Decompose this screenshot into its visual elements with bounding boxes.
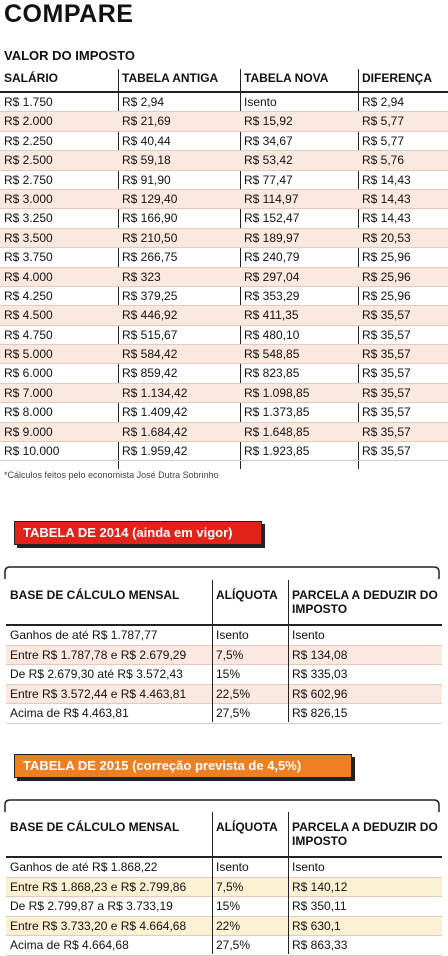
banner-2014: TABELA DE 2014 (ainda em vigor) — [14, 521, 262, 545]
table-header-row — [6, 812, 442, 858]
table-cell: R$ 3.250 — [4, 211, 53, 226]
table-header-row — [6, 580, 442, 626]
table-cell: R$ 1.409,42 — [122, 405, 188, 420]
table-cell: 7,5% — [212, 646, 288, 666]
row-separator — [6, 955, 442, 956]
table-cell: R$ 3.000 — [0, 190, 118, 209]
column-divider — [212, 812, 213, 954]
table-cell: R$ 35,57 — [358, 423, 448, 442]
table-cell: R$ 1.098,85 — [240, 384, 358, 403]
row-separator — [0, 460, 448, 461]
table-cell: R$ 3.750 — [4, 250, 53, 265]
table-cell: R$ 1.648,85 — [240, 423, 358, 442]
table-cell: R$ 25,96 — [362, 250, 411, 265]
header-salario: SALÁRIO — [4, 71, 58, 85]
table-row — [6, 858, 442, 878]
table-cell: R$ 1.373,85 — [244, 405, 310, 420]
table-cell: Entre R$ 3.733,20 e R$ 4.664,68 — [6, 917, 212, 937]
table-cell: R$ 266,75 — [122, 250, 178, 265]
table-row — [0, 287, 448, 306]
header-parcela: PARCELA A DEDUZIR DO IMPOSTO — [292, 820, 438, 848]
table-cell: R$ 35,57 — [362, 366, 411, 381]
column-divider — [288, 812, 289, 954]
header-base: BASE DE CÁLCULO MENSAL — [10, 820, 180, 834]
table-cell: R$ 10.000 — [4, 444, 60, 459]
table-cell: R$ 134,08 — [288, 646, 442, 666]
table-cell: R$ 5,77 — [358, 112, 448, 131]
table-cell: Ganhos de até R$ 1.868,22 — [10, 860, 158, 874]
table-cell: R$ 4.500 — [0, 306, 118, 325]
table-cell: Isento — [292, 860, 325, 874]
table-cell: 22% — [212, 917, 288, 937]
bracket-frame — [4, 799, 440, 811]
table-cell: R$ 77,47 — [244, 172, 293, 187]
table-cell: R$ 863,33 — [292, 938, 348, 952]
table-row — [6, 878, 442, 898]
table-row — [0, 345, 448, 364]
table-row — [6, 665, 442, 685]
table-cell: R$ 584,42 — [118, 345, 240, 364]
table-cell: R$ 91,90 — [122, 172, 171, 187]
table-cell: Entre R$ 1.868,23 e R$ 2.799,86 — [6, 878, 212, 898]
table-cell: 15% — [216, 667, 241, 681]
table-cell: De R$ 2.679,30 até R$ 3.572,43 — [10, 667, 183, 681]
table-cell: R$ 602,96 — [288, 685, 442, 705]
table-cell: R$ 1.134,42 — [118, 384, 240, 403]
table-cell: Acima de R$ 4.463,81 — [10, 706, 129, 720]
header-diferenca: DIFERENÇA — [362, 71, 433, 85]
footnote: *Cálculos feitos pelo economista José Dutra Sobrinho — [4, 470, 219, 480]
table-cell: R$ 35,57 — [362, 405, 411, 420]
table-cell: R$ 34,67 — [244, 133, 293, 148]
table-cell: R$ 5,76 — [358, 151, 448, 170]
table-row — [0, 93, 448, 112]
table-2014 — [6, 580, 442, 724]
table-cell: R$ 9.000 — [0, 423, 118, 442]
table-cell: R$ 2.250 — [4, 133, 53, 148]
table-cell: R$ 240,79 — [244, 250, 300, 265]
table-cell: R$ 2.000 — [0, 112, 118, 131]
table-cell: R$ 35,57 — [362, 444, 411, 459]
table-row — [6, 936, 442, 956]
table-cell: R$ 5.000 — [0, 345, 118, 364]
page-title: COMPARE — [4, 0, 134, 28]
table-cell: R$ 353,29 — [244, 288, 300, 303]
table-cell: R$ 6.000 — [4, 366, 53, 381]
column-divider — [288, 580, 289, 722]
table-cell: Entre R$ 1.787,78 e R$ 2.679,29 — [6, 646, 212, 666]
table-cell: R$ 53,42 — [240, 151, 358, 170]
table-cell: R$ 2,94 — [122, 95, 165, 109]
table-cell: R$ 21,69 — [118, 112, 240, 131]
table-cell: R$ 7.000 — [0, 384, 118, 403]
table-cell: 27,5% — [216, 938, 251, 952]
table-cell: R$ 1.923,85 — [244, 444, 310, 459]
header-aliquota: ALÍQUOTA — [216, 588, 278, 602]
table-row — [0, 171, 448, 190]
table-cell: R$ 129,40 — [118, 190, 240, 209]
table-cell: R$ 859,42 — [122, 366, 178, 381]
table-cell: R$ 3.500 — [0, 229, 118, 248]
tax-comparison-table — [0, 69, 448, 461]
table-cell: 27,5% — [216, 706, 251, 720]
table-cell: R$ 14,43 — [362, 172, 411, 187]
table-cell: R$ 114,97 — [240, 190, 358, 209]
table-cell: R$ 2.500 — [0, 151, 118, 170]
table-cell: R$ 4.750 — [4, 327, 53, 342]
table-cell: R$ 323 — [118, 268, 240, 287]
table-cell: R$ 480,10 — [244, 327, 300, 342]
table-cell: R$ 515,67 — [122, 327, 178, 342]
table-cell: R$ 1.750 — [4, 95, 53, 109]
table-cell: R$ 630,1 — [288, 917, 442, 937]
table-row — [0, 190, 448, 209]
table-row — [0, 248, 448, 267]
table-row — [6, 917, 442, 937]
table-row — [0, 364, 448, 383]
table-cell: Entre R$ 3.572,44 e R$ 4.463,81 — [6, 685, 212, 705]
header-tabela-nova: TABELA NOVA — [244, 71, 329, 85]
table-cell: R$ 35,57 — [358, 345, 448, 364]
table-cell: R$ 166,90 — [122, 211, 178, 226]
table-cell: Isento — [292, 628, 325, 642]
table-cell: R$ 210,50 — [118, 229, 240, 248]
header-tabela-antiga: TABELA ANTIGA — [122, 71, 219, 85]
table-row — [0, 423, 448, 442]
section-subtitle: VALOR DO IMPOSTO — [4, 48, 135, 63]
table-cell: De R$ 2.799,87 a R$ 3.733,19 — [10, 899, 173, 913]
table-row — [6, 646, 442, 666]
table-cell: R$ 379,25 — [122, 288, 178, 303]
table-cell: R$ 189,97 — [240, 229, 358, 248]
table-header-row — [0, 69, 448, 93]
table-cell: R$ 411,35 — [240, 306, 358, 325]
table-cell: R$ 8.000 — [4, 405, 53, 420]
table-cell: R$ 350,11 — [292, 899, 347, 913]
table-cell: 7,5% — [212, 878, 288, 898]
table-cell: R$ 14,43 — [358, 190, 448, 209]
table-cell: R$ 297,04 — [240, 268, 358, 287]
table-cell: R$ 140,12 — [288, 878, 442, 898]
table-row — [6, 685, 442, 705]
table-cell: R$ 35,57 — [362, 327, 411, 342]
table-cell: Ganhos de até R$ 1.787,77 — [10, 628, 158, 642]
table-cell: Isento — [216, 628, 249, 642]
table-cell: R$ 1.684,42 — [118, 423, 240, 442]
table-cell: R$ 826,15 — [292, 706, 348, 720]
table-cell: R$ 4.250 — [4, 288, 53, 303]
table-row — [0, 112, 448, 131]
table-row — [0, 209, 448, 228]
table-cell: R$ 1.959,42 — [122, 444, 188, 459]
table-cell: R$ 2,94 — [362, 95, 405, 109]
table-cell: R$ 15,92 — [240, 112, 358, 131]
table-row — [0, 132, 448, 151]
table-cell: 22,5% — [212, 685, 288, 705]
table-row — [0, 306, 448, 325]
table-cell: R$ 152,47 — [244, 211, 300, 226]
table-cell: R$ 446,92 — [118, 306, 240, 325]
table-row — [0, 384, 448, 403]
table-cell: R$ 5,77 — [362, 133, 405, 148]
table-row — [0, 442, 448, 461]
table-row — [6, 897, 442, 917]
table-cell: Acima de R$ 4.664,68 — [10, 938, 129, 952]
table-cell: R$ 40,44 — [122, 133, 171, 148]
column-divider — [212, 580, 213, 722]
table-row — [6, 704, 442, 724]
bracket-frame — [4, 566, 440, 578]
table-row — [0, 151, 448, 170]
table-cell: R$ 25,96 — [362, 288, 411, 303]
banner-2015: TABELA DE 2015 (correção prevista de 4,5%) — [14, 754, 352, 778]
table-cell: R$ 35,57 — [358, 384, 448, 403]
table-cell: R$ 25,96 — [358, 268, 448, 287]
header-parcela: PARCELA A DEDUZIR DO IMPOSTO — [292, 588, 438, 616]
table-cell: R$ 20,53 — [358, 229, 448, 248]
table-row — [0, 403, 448, 422]
table-row — [0, 268, 448, 287]
table-cell: R$ 335,03 — [292, 667, 348, 681]
table-cell: R$ 823,85 — [244, 366, 300, 381]
table-cell: R$ 548,85 — [240, 345, 358, 364]
header-aliquota: ALÍQUOTA — [216, 820, 278, 834]
table-2015 — [6, 812, 442, 956]
table-row — [6, 626, 442, 646]
table-cell: R$ 59,18 — [118, 151, 240, 170]
table-cell: R$ 14,43 — [362, 211, 411, 226]
table-cell: R$ 35,57 — [358, 306, 448, 325]
table-row — [0, 229, 448, 248]
row-separator — [6, 723, 442, 724]
table-cell: Isento — [216, 860, 249, 874]
table-cell: 15% — [216, 899, 241, 913]
table-cell: Isento — [244, 95, 277, 109]
table-row — [0, 326, 448, 345]
table-cell: R$ 4.000 — [0, 268, 118, 287]
table-cell: R$ 2.750 — [4, 172, 53, 187]
header-base: BASE DE CÁLCULO MENSAL — [10, 588, 180, 602]
